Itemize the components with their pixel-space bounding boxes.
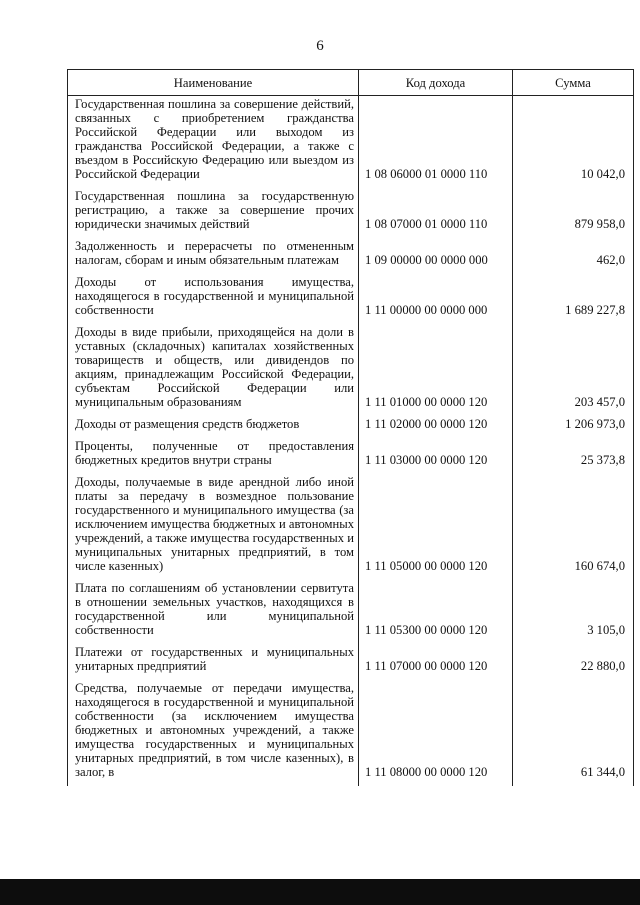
row-sum: 203 457,0 [513,324,634,416]
row-code: 1 11 02000 00 0000 120 [359,416,513,438]
table-row [68,274,634,324]
row-name: Доходы, получаемые в виде арендной либо иной платы за передачу в возмездное пользование государственного и муниципального имущества (за исключением имущества бюджетных и автономных учреждений, а также имущества государственных и муниципальных унитарных предприятий, в том числе казенных) [68,474,359,580]
scan-bottom-border [0,879,640,905]
row-code: 1 09 00000 00 0000 000 [359,238,513,274]
header-sum: Сумма [513,70,634,96]
revenue-table [67,69,634,786]
row-sum: 10 042,0 [513,96,634,189]
header-name: Наименование [68,70,359,96]
row-code: 1 11 05000 00 0000 120 [359,474,513,580]
table-row [68,238,634,274]
row-code: 1 08 07000 01 0000 110 [359,188,513,238]
header-code: Код дохода [359,70,513,96]
row-name: Средства, получаемые от передачи имущества, находящегося в государственной и муниципальной собственности (за исключением имущества бюджетных и автономных учреждений, а также имущества государственных и муниципальных унитарных предприятий, в том числе казенных), в залог, в [68,680,359,786]
row-name: Государственная пошлина за государственную регистрацию, а также за совершение прочих юридически значимых действий [68,188,359,238]
row-name: Плата по соглашениям об установлении сервитута в отношении земельных участков, находящихся в государственной или муниципальной собственности [68,580,359,644]
row-sum: 1 689 227,8 [513,274,634,324]
row-sum: 22 880,0 [513,644,634,680]
row-sum: 3 105,0 [513,580,634,644]
row-name: Проценты, полученные от предоставления бюджетных кредитов внутри страны [68,438,359,474]
row-name: Доходы от размещения средств бюджетов [68,416,359,438]
row-name: Доходы от использования имущества, находящегося в государственной и муниципальной собственности [68,274,359,324]
row-name: Задолженность и перерасчеты по отмененным налогам, сборам и иным обязательным платежам [68,238,359,274]
table-row [68,96,634,189]
row-name: Платежи от государственных и муниципальных унитарных предприятий [68,644,359,680]
table-header-row [68,70,634,96]
row-sum: 61 344,0 [513,680,634,786]
row-code: 1 11 01000 00 0000 120 [359,324,513,416]
table-row [68,188,634,238]
row-sum: 879 958,0 [513,188,634,238]
page-number: 6 [316,38,324,54]
table-row [68,474,634,580]
row-name: Государственная пошлина за совершение действий, связанных с приобретением гражданства Российской Федерации или выходом из гражданства Российской Федерации, а также с въездом в Российскую Федерацию или выездом из Российской Федерации [68,96,359,189]
row-code: 1 11 05300 00 0000 120 [359,580,513,644]
row-name: Доходы в виде прибыли, приходящейся на доли в уставных (складочных) капиталах хозяйственных товариществ и обществ, или дивидендов по акциям, принадлежащим Российской Федерации, субъектам Российской Федерации или муниципальным образованиям [68,324,359,416]
table-row [68,680,634,786]
row-code: 1 11 07000 00 0000 120 [359,644,513,680]
row-sum: 1 206 973,0 [513,416,634,438]
table-row [68,324,634,416]
row-code: 1 11 08000 00 0000 120 [359,680,513,786]
row-sum: 462,0 [513,238,634,274]
table-row [68,644,634,680]
row-code: 1 11 03000 00 0000 120 [359,438,513,474]
table-row [68,438,634,474]
row-sum: 160 674,0 [513,474,634,580]
row-sum: 25 373,8 [513,438,634,474]
table-row [68,416,634,438]
row-code: 1 08 06000 01 0000 110 [359,96,513,189]
table-row [68,580,634,644]
row-code: 1 11 00000 00 0000 000 [359,274,513,324]
